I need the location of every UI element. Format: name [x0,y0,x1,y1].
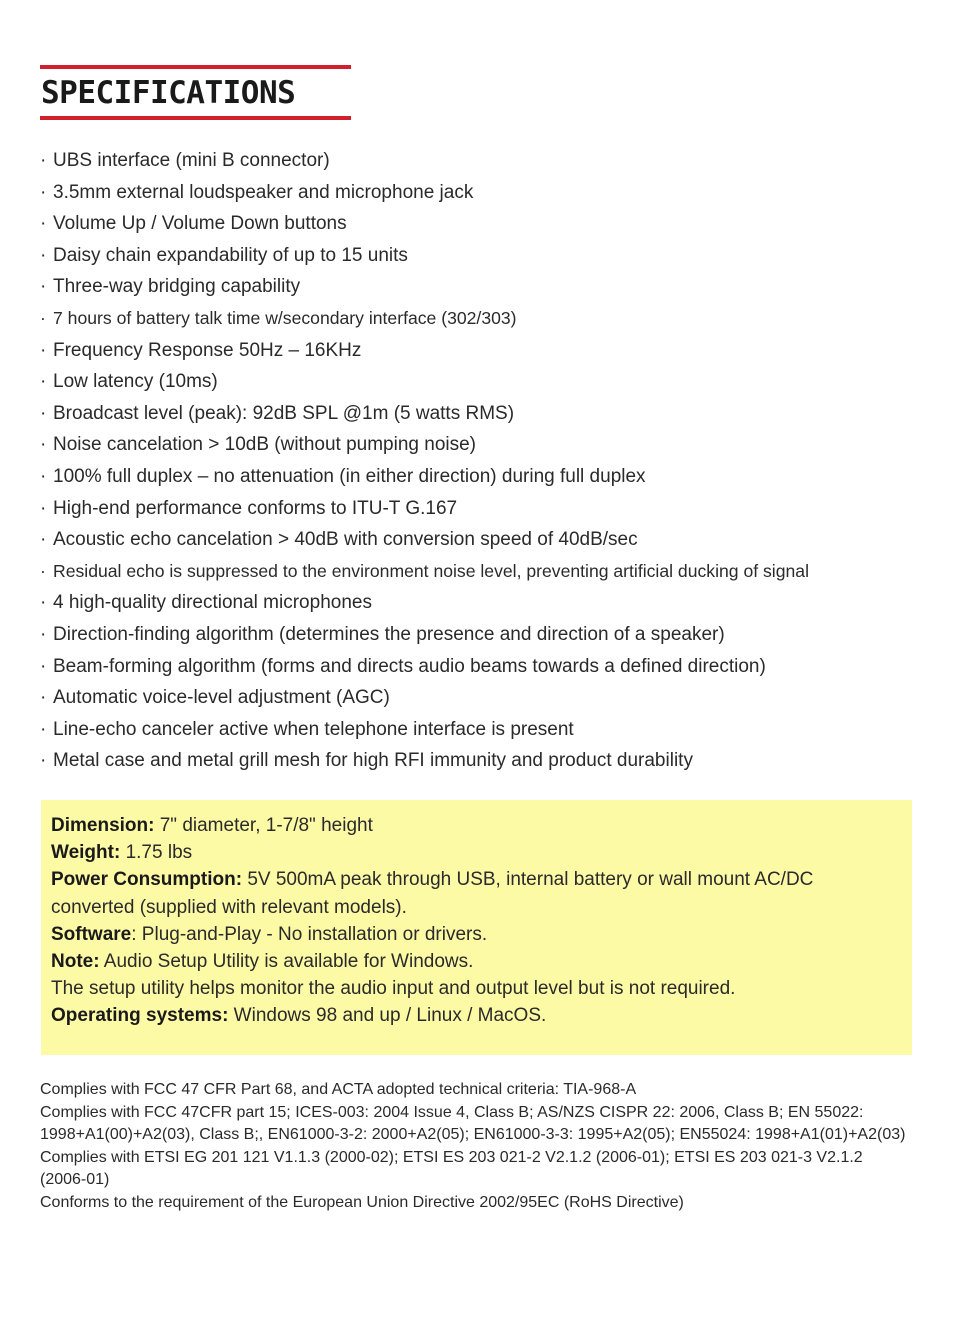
list-item [40,524,920,556]
dimension-value: 7" diameter, 1-7/8" height [154,815,373,836]
list-item-text: Low latency (10ms) [53,371,218,393]
list-item [40,398,920,430]
list-item-text: Automatic voice-level adjustment (AGC) [53,687,390,709]
dimension-label: Dimension: [51,815,155,836]
list-item [40,208,920,240]
bullet: · [40,623,47,645]
list-item [40,745,920,777]
title-block [40,65,351,120]
list-item-text: Volume Up / Volume Down buttons [53,213,347,235]
power-value: 5V 500mA peak through USB, internal battery or wall mount AC/DC converted (supplied with relevant models). [51,869,814,918]
list-item-text: Three-way bridging capability [53,276,301,298]
bullet: · [40,497,47,519]
bullet: · [40,244,47,266]
list-item-text: 100% full duplex – no attenuation (in either direction) during full duplex [53,465,646,487]
page-title: SPECIFICATIONS [41,75,296,111]
bullet: · [40,150,47,171]
os-line [51,1002,902,1029]
bullet: · [40,465,47,487]
list-item-text: Broadcast level (peak): 92dB SPL @1m (5 watts RMS) [53,402,515,424]
list-item-text: Acoustic echo cancelation > 40dB with conversion speed of 40dB/sec [53,529,638,551]
list-item-text: Frequency Response 50Hz – 16KHz [53,339,362,361]
compliance-section [40,1079,910,1215]
list-item [40,145,920,177]
bullet: · [40,307,46,328]
compliance-line: Complies with FCC 47CFR part 15; ICES-003: 2004 Issue 4, Class B; AS/NZS CISPR 22: 2006, Class B; EN 55022: 1998+A1(00)+A2(03), Class B;, EN61000-3-2: 2000+A2(05); EN61000-3-3: 1995+A2(05); EN55024: 1998+A1(01)+A2(03) [40,1103,906,1144]
weight-line [51,839,902,866]
note-line [51,948,902,975]
bullet: · [40,560,46,581]
bullet: · [40,181,47,203]
list-item [40,335,920,367]
bullet: · [40,434,47,456]
list-item-text: UBS interface (mini B connector) [53,150,330,171]
software-label: Software [51,923,132,945]
list-item [40,461,920,493]
software-value: : Plug-and-Play - No installation or drivers. [131,923,488,945]
list-item [40,587,920,619]
list-item-text: Metal case and metal grill mesh for high RFI immunity and product durability [53,750,693,772]
software-line [51,921,902,948]
power-label: Power Consumption: [51,869,243,891]
list-item-text: Noise cancelation > 10dB (without pumping noise) [53,434,477,456]
os-value: Windows 98 and up / Linux / MacOS. [228,1005,547,1027]
list-item-text: 4 high-quality directional microphones [53,592,372,614]
weight-label: Weight: [51,842,121,864]
dimension-line [51,812,902,839]
note-label: Note: [51,951,100,973]
power-line [51,866,902,920]
spec-list [40,145,920,777]
bullet: · [40,750,47,772]
list-item [40,714,920,746]
list-item-text: Daisy chain expandability of up to 15 units [53,244,408,266]
weight-value: 1.75 lbs [120,842,193,864]
list-item-text: Line-echo canceler active when telephone interface is present [53,718,574,740]
bullet: · [40,371,47,393]
bullet: · [40,592,47,614]
list-item-text: 7 hours of battery talk time w/secondary interface (302/303) [53,307,517,328]
list-item [40,429,920,461]
bullet: · [40,402,47,424]
bullet: · [40,213,47,235]
compliance-line: Conforms to the requirement of the European Union Directive 2002/95EC (RoHS Directive) [40,1193,684,1211]
list-item [40,556,920,588]
setup-line: The setup utility helps monitor the audio input and output level but is not required. [51,978,736,1000]
details-box [41,800,912,1055]
list-item [40,240,920,272]
list-item [40,651,920,683]
list-item [40,619,920,651]
list-item [40,177,920,209]
list-item [40,271,920,303]
list-item-text: Residual echo is suppressed to the environment noise level, preventing artificial ducking of signal [53,560,809,581]
list-item [40,493,920,525]
note-value: Audio Setup Utility is available for Windows. [99,951,474,973]
list-item [40,303,920,335]
list-item-text: Beam-forming algorithm (forms and directs audio beams towards a defined direction) [53,655,766,677]
bullet: · [40,718,47,740]
list-item-text: Direction-finding algorithm (determines the presence and direction of a speaker) [53,623,725,645]
bullet: · [40,276,47,298]
compliance-line: Complies with FCC 47 CFR Part 68, and ACTA adopted technical criteria: TIA-968-A [40,1081,637,1098]
bullet: · [40,339,47,361]
os-label: Operating systems: [51,1005,229,1027]
bullet: · [40,687,47,709]
bullet: · [40,529,47,551]
list-item [40,682,920,714]
bullet: · [40,655,47,677]
list-item [40,366,920,398]
list-item-text: High-end performance conforms to ITU-T G.167 [53,497,458,519]
compliance-line: Complies with ETSI EG 201 121 V1.1.3 (2000-02); ETSI ES 203 021-2 V2.1.2 (2006-01); ETSI ES 203 021-3 V2.1.2 (2006-01) [40,1148,863,1189]
list-item-text: 3.5mm external loudspeaker and microphone jack [53,181,474,203]
